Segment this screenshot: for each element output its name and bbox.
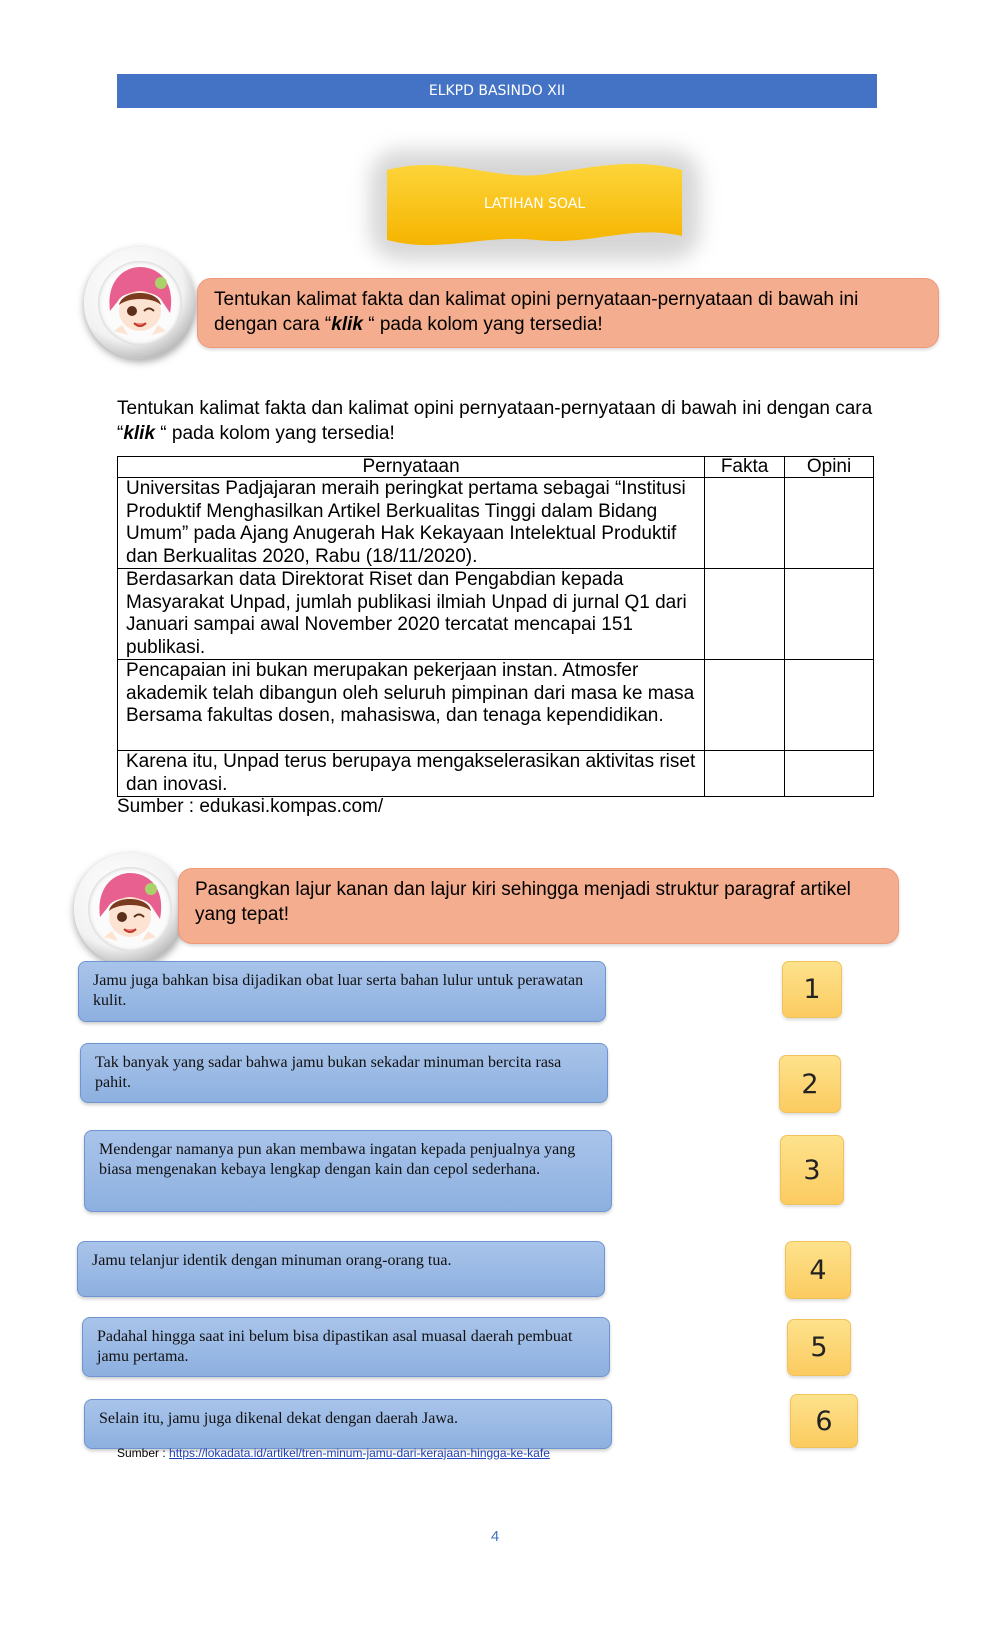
- banner-title: LATIHAN SOAL: [483, 196, 586, 212]
- match-right-item-4[interactable]: 4: [785, 1241, 851, 1299]
- source-line: [117, 1446, 550, 1460]
- source-link[interactable]: https://lokadata.id/artikel/tren-minum-jamu-dari-kerajaan-hingga-ke-kafe: [169, 1446, 550, 1460]
- match-left-item-4[interactable]: Jamu telanjur identik dengan minuman orang-orang tua.: [77, 1241, 605, 1297]
- match-right-item-6[interactable]: 6: [790, 1394, 858, 1448]
- instruction-box: [197, 278, 939, 348]
- instruction-bold: klik: [331, 314, 363, 335]
- match-left-item-5[interactable]: Padahal hingga saat ini belum bisa dipastikan asal muasal daerah pembuat jamu pertama.: [82, 1317, 610, 1377]
- avatar: [84, 247, 196, 359]
- source-text: Sumber : edukasi.kompas.com/: [117, 796, 384, 817]
- match-right-item-2[interactable]: 2: [779, 1055, 841, 1113]
- match-right-item-5[interactable]: 5: [787, 1319, 851, 1376]
- opinion-cell[interactable]: [785, 569, 874, 660]
- fact-cell[interactable]: [705, 569, 785, 660]
- page-number: 4: [490, 1528, 500, 1545]
- table-row: [118, 478, 874, 569]
- fact-cell[interactable]: [705, 751, 785, 797]
- match-left-item-2[interactable]: Tak banyak yang sadar bahwa jamu bukan sekadar minuman bercita rasa pahit.: [80, 1043, 608, 1103]
- statement-cell: Karena itu, Unpad terus berupaya mengakselerasikan aktivitas riset dan inovasi.: [118, 751, 705, 797]
- avatar: [74, 853, 186, 965]
- opinion-cell[interactable]: [785, 478, 874, 569]
- match-left-item-6[interactable]: Selain itu, jamu juga dikenal dekat dengan daerah Jawa.: [84, 1399, 612, 1449]
- statement-table: [117, 456, 874, 797]
- statement-cell: Pencapaian ini bukan merupakan pekerjaan instan. Atmosfer akademik telah dibangun oleh seluruh pimpinan dari masa ke masa Bersama fakultas dosen, mahasiswa, dan tenaga kependidikan.: [118, 660, 705, 751]
- header-statement: Pernyataan: [118, 457, 705, 478]
- header-bar: [117, 74, 877, 108]
- table-row: [118, 660, 874, 751]
- character-icon: [98, 261, 182, 345]
- fact-cell[interactable]: [705, 478, 785, 569]
- character-icon: [88, 867, 172, 951]
- table-header-row: [118, 457, 874, 478]
- instruction-text: Pasangkan lajur kanan dan lajur kiri sehingga menjadi struktur paragraf artikel yang tepat!: [195, 879, 851, 925]
- opinion-cell[interactable]: [785, 751, 874, 797]
- match-left-item-3[interactable]: Mendengar namanya pun akan membawa ingatan kepada penjualnya yang biasa mengenakan kebaya lengkap dengan kain dan cepol sederhana.: [84, 1130, 612, 1212]
- match-right-item-3[interactable]: 3: [780, 1135, 844, 1205]
- statement-cell: Berdasarkan data Direktorat Riset dan Pengabdian kepada Masyarakat Unpad, jumlah publikasi ilmiah Unpad di jurnal Q1 dari Januari sampai awal November 2020 tercatat mencapai 151 publikasi.: [118, 569, 705, 660]
- header-opinion: Opini: [785, 457, 874, 478]
- header-title: ELKPD BASINDO XII: [428, 83, 566, 99]
- instruction-paragraph: Tentukan kalimat fakta dan kalimat opini pernyataan-pernyataan di bawah ini dengan cara “klik “ pada kolom yang tersedia!: [117, 398, 873, 444]
- instruction-text-end: “ pada kolom yang tersedia!: [362, 314, 603, 335]
- header-fact: Fakta: [705, 457, 785, 478]
- match-left-item-1[interactable]: Jamu juga bahkan bisa dijadikan obat luar serta bahan lulur untuk perawatan kulit.: [78, 961, 606, 1022]
- table-row: [118, 569, 874, 660]
- instruction-text: Tentukan kalimat fakta dan kalimat opini pernyataan-pernyataan di bawah ini dengan cara “: [214, 289, 859, 335]
- match-right-item-1[interactable]: 1: [782, 961, 842, 1018]
- statement-cell: Universitas Padjajaran meraih peringkat pertama sebagai “Institusi Produktif Menghasilkan Artikel Berkualitas Tinggi dalam Bidang Umum” pada Ajang Anugerah Hak Kekayaan Intelektual Produktif dan Berkualitas 2020, Rabu (18/11/2020).: [118, 478, 705, 569]
- fact-cell[interactable]: [705, 660, 785, 751]
- table-row: [118, 751, 874, 797]
- opinion-cell[interactable]: [785, 660, 874, 751]
- instruction-box-matching: [178, 868, 899, 944]
- source-label: Sumber :: [117, 1446, 170, 1460]
